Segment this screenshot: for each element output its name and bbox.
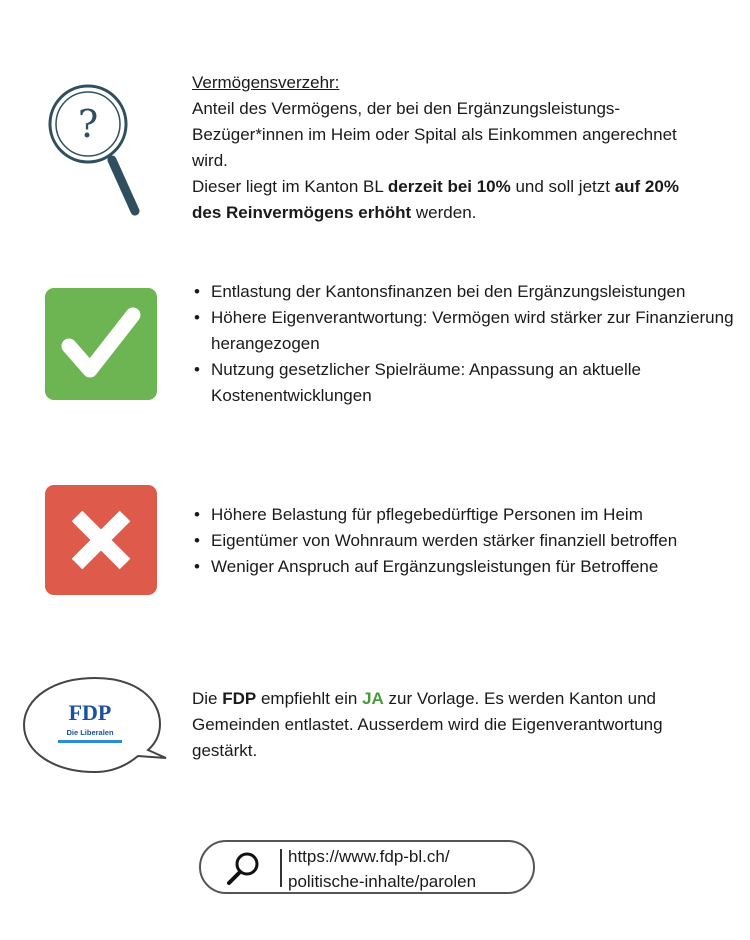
link-url-line: politische-inhalte/parolen xyxy=(288,872,477,891)
intro-line: wird. xyxy=(192,151,228,170)
intro-emphasis: des Reinvermögens erhöht xyxy=(192,203,412,222)
recommendation-text xyxy=(192,686,702,764)
con-item: • Höhere Belastung für pflegebedürftige Personen im Heim xyxy=(192,502,748,528)
fdp-logo-subtitle: Die Liberalen xyxy=(66,728,114,737)
link-url-line: https://www.fdp-bl.ch/ xyxy=(288,847,450,866)
pro-item: • Nutzung gesetzlicher Spielräume: Anpassung an aktuelle Kostenentwicklungen xyxy=(192,357,748,409)
svg-text:?: ? xyxy=(77,102,99,146)
recommendation-span: empfiehlt ein xyxy=(256,689,363,708)
search-icon xyxy=(223,850,263,888)
intro-line xyxy=(192,174,742,200)
con-list xyxy=(192,502,748,580)
vote-recommendation: JA xyxy=(362,689,384,708)
intro-heading: Vermögensverzehr: xyxy=(192,73,340,92)
intro-text-span: und soll jetzt xyxy=(510,177,615,196)
intro-line xyxy=(192,200,742,226)
con-item: • Weniger Anspruch auf Ergänzungsleistungen für Betroffene xyxy=(192,554,748,580)
recommendation-span: zur Vorlage. Es werden Kanton und Gemeinden entlastet. Ausserdem wird die Eigenverantwortung gestärkt. xyxy=(192,689,663,760)
intro-new-rate: auf 20% xyxy=(614,177,679,196)
link-divider xyxy=(280,849,282,887)
fdp-logo xyxy=(20,674,170,778)
pro-item: • Entlastung der Kantonsfinanzen bei den Ergänzungsleistungen xyxy=(192,279,748,305)
cross-icon xyxy=(45,485,157,595)
pro-item: • Höhere Eigenverantwortung: Vermögen wird stärker zur Finanzierung herangezogen xyxy=(192,305,748,357)
intro-line: Bezüger*innen im Heim oder Spital als Einkommen angerechnet xyxy=(192,125,677,144)
question-magnifier-icon xyxy=(38,74,144,220)
fdp-logo-name: FDP xyxy=(68,700,112,725)
intro-text-span: werden. xyxy=(411,203,477,222)
fdp-logo-underline xyxy=(58,740,122,743)
intro-text-span: Dieser liegt im Kanton BL xyxy=(192,177,388,196)
party-name: FDP xyxy=(222,689,257,708)
pro-list xyxy=(192,279,748,409)
intro-current-rate: derzeit bei 10% xyxy=(387,177,511,196)
con-item: • Eigentümer von Wohnraum werden stärker finanziell betroffen xyxy=(192,528,748,554)
link-box[interactable] xyxy=(199,840,535,894)
checkmark-icon xyxy=(45,288,157,400)
recommendation-span: Die xyxy=(192,689,223,708)
intro-text xyxy=(192,70,742,226)
link-url[interactable] xyxy=(288,844,476,894)
intro-line: Anteil des Vermögens, der bei den Ergänzungsleistungs- xyxy=(192,99,621,118)
